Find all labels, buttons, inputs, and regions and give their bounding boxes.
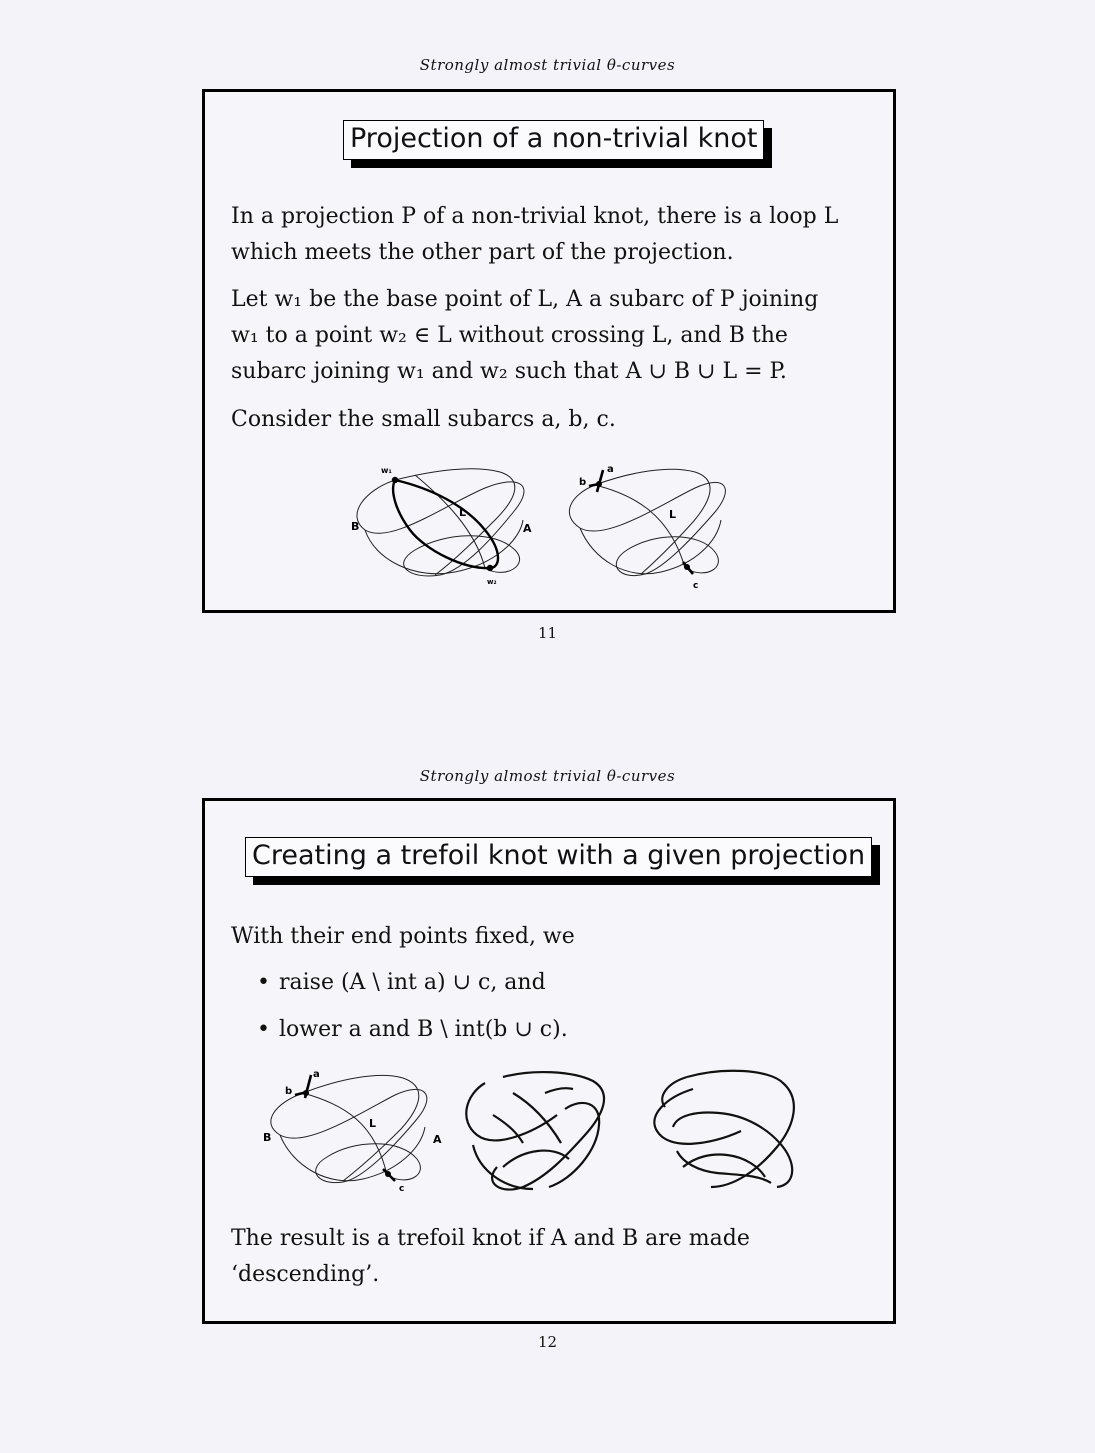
running-head: Strongly almost trivial θ-curves: [419, 56, 676, 74]
paragraph-1: [231, 199, 838, 271]
label-L: L: [459, 506, 467, 519]
result-line: ‘descending’.: [231, 1262, 380, 1287]
knot-figure-labelled-projection: [255, 1063, 450, 1198]
bullet-glyph: •: [257, 1017, 270, 1042]
bullet-item: [257, 1015, 568, 1045]
bullet-item: [257, 968, 546, 998]
paragraph-2-line: subarc joining w₁ and w₂ such that A ∪ B ∪ L = P.: [231, 359, 787, 384]
label-b: b: [285, 1086, 293, 1097]
paragraph-2-line: w₁ to a point w₂ ∈ L without crossing L, and B the: [231, 323, 788, 348]
knot-figure-loop-arcs: [345, 460, 545, 590]
paragraph-3: Consider the small subarcs a, b, c.: [231, 407, 616, 432]
intro-text: With their end points fixed, we: [231, 924, 575, 949]
label-c: c: [693, 581, 699, 590]
slide-title-container: [343, 120, 764, 160]
knot-figure-crossings: [453, 1063, 613, 1198]
slide-12: [202, 798, 896, 1324]
slide-11: [202, 89, 896, 613]
label-L: L: [669, 508, 677, 521]
label-w1: w₁: [381, 466, 392, 475]
label-B: B: [263, 1131, 272, 1144]
label-B: B: [351, 520, 360, 533]
label-A: A: [523, 522, 532, 535]
slide-title: Creating a trefoil knot with a given projection: [245, 837, 872, 877]
bullet-text: lower a and B \ int(b ∪ c).: [279, 1017, 568, 1042]
bullet-text: raise (A \ int a) ∪ c, and: [279, 970, 546, 995]
paragraph-1-line: In a projection P of a non-trivial knot, there is a loop L: [231, 204, 839, 229]
label-L: L: [369, 1117, 377, 1130]
knot-figure-subarcs: [565, 460, 735, 590]
knot-figure-trefoil: [637, 1063, 807, 1198]
label-a: a: [607, 464, 614, 475]
paragraph-2-line: Let w₁ be the base point of L, A a subarc of P joining: [231, 287, 819, 312]
result-line: The result is a trefoil knot if A and B are made: [231, 1226, 750, 1251]
label-A: A: [433, 1133, 442, 1146]
slide-title: Projection of a non-trivial knot: [343, 120, 764, 160]
label-a: a: [313, 1069, 320, 1080]
page-number: 11: [537, 624, 558, 642]
result-text: [231, 1221, 750, 1293]
label-c: c: [399, 1184, 405, 1194]
slide-title-container: [245, 837, 872, 877]
bullet-glyph: •: [257, 970, 270, 995]
paragraph-1-line: which meets the other part of the projection.: [231, 240, 734, 265]
running-head: Strongly almost trivial θ-curves: [419, 767, 676, 785]
paragraph-2: [231, 282, 818, 390]
label-w2: w₂: [487, 578, 497, 586]
label-b: b: [579, 477, 587, 488]
page-number: 12: [537, 1333, 558, 1351]
